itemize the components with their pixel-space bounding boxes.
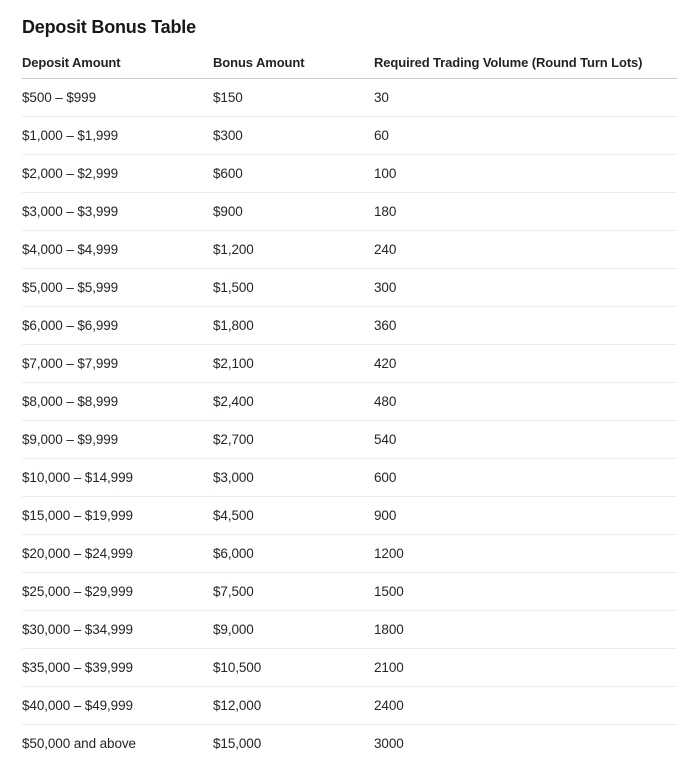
deposit-amount-cell: $9,000 – $9,999 bbox=[22, 421, 213, 459]
trading-volume-cell: 30 bbox=[374, 79, 677, 117]
bonus-amount-cell: $7,500 bbox=[213, 573, 374, 611]
table-row bbox=[22, 573, 677, 611]
table-row bbox=[22, 535, 677, 573]
bonus-amount-cell: $900 bbox=[213, 193, 374, 231]
table-body bbox=[22, 79, 677, 763]
table-row bbox=[22, 231, 677, 269]
page-title: Deposit Bonus Table bbox=[22, 17, 196, 37]
trading-volume-cell: 540 bbox=[374, 421, 677, 459]
trading-volume-cell: 3000 bbox=[374, 736, 404, 751]
bonus-amount-cell: $150 bbox=[213, 79, 374, 117]
deposit-amount-cell: $20,000 – $24,999 bbox=[22, 535, 213, 573]
trading-volume-cell: 420 bbox=[374, 345, 677, 383]
trading-volume-cell: 1800 bbox=[374, 611, 677, 649]
bonus-amount-cell: $10,500 bbox=[213, 649, 374, 687]
trading-volume-cell: 180 bbox=[374, 193, 677, 231]
table-row bbox=[22, 459, 677, 497]
bonus-amount-cell: $600 bbox=[213, 155, 374, 193]
trading-volume-cell: 240 bbox=[374, 231, 677, 269]
bonus-amount-cell: $6,000 bbox=[213, 535, 374, 573]
deposit-amount-cell: $10,000 – $14,999 bbox=[22, 459, 213, 497]
table-row bbox=[22, 725, 677, 763]
bonus-amount-cell: $9,000 bbox=[213, 611, 374, 649]
trading-volume-cell: 100 bbox=[374, 155, 677, 193]
col-header-deposit-amount: Deposit Amount bbox=[22, 40, 213, 79]
deposit-amount-cell: $5,000 – $5,999 bbox=[22, 269, 213, 307]
bonus-amount-cell: $300 bbox=[213, 117, 374, 155]
deposit-amount-cell: $3,000 – $3,999 bbox=[22, 193, 213, 231]
deposit-amount-cell: $50,000 and above bbox=[22, 736, 136, 751]
table-row bbox=[22, 117, 677, 155]
table-row bbox=[22, 155, 677, 193]
deposit-amount-cell: $1,000 – $1,999 bbox=[22, 117, 213, 155]
bonus-amount-cell: $2,400 bbox=[213, 383, 374, 421]
deposit-amount-cell: $4,000 – $4,999 bbox=[22, 231, 213, 269]
deposit-amount-cell: $35,000 – $39,999 bbox=[22, 649, 213, 687]
col-header-bonus-amount: Bonus Amount bbox=[213, 40, 374, 79]
table-row bbox=[22, 497, 677, 535]
trading-volume-cell: 480 bbox=[374, 383, 677, 421]
trading-volume-cell: 300 bbox=[374, 269, 677, 307]
table-row bbox=[22, 687, 677, 725]
deposit-amount-cell: $8,000 – $8,999 bbox=[22, 383, 213, 421]
deposit-amount-cell: $40,000 – $49,999 bbox=[22, 687, 213, 725]
table-header bbox=[22, 40, 677, 79]
deposit-amount-cell: $7,000 – $7,999 bbox=[22, 345, 213, 383]
bonus-amount-cell: $1,800 bbox=[213, 307, 374, 345]
bonus-amount-cell: $2,100 bbox=[213, 345, 374, 383]
trading-volume-cell: 1200 bbox=[374, 535, 677, 573]
bonus-amount-cell: $4,500 bbox=[213, 497, 374, 535]
table-row bbox=[22, 611, 677, 649]
trading-volume-cell: 600 bbox=[374, 459, 677, 497]
bonus-amount-cell: $15,000 bbox=[213, 736, 262, 751]
table-row bbox=[22, 383, 677, 421]
deposit-amount-cell: $6,000 – $6,999 bbox=[22, 307, 213, 345]
bonus-amount-cell: $3,000 bbox=[213, 459, 374, 497]
trading-volume-cell: 360 bbox=[374, 307, 677, 345]
deposit-amount-cell: $500 – $999 bbox=[22, 79, 213, 117]
trading-volume-cell: 900 bbox=[374, 497, 677, 535]
trading-volume-cell: 1500 bbox=[374, 573, 677, 611]
bonus-amount-cell: $1,200 bbox=[213, 231, 374, 269]
trading-volume-cell: 60 bbox=[374, 117, 677, 155]
trading-volume-cell: 2100 bbox=[374, 649, 677, 687]
bonus-amount-cell: $2,700 bbox=[213, 421, 374, 459]
table-header-row bbox=[22, 40, 677, 79]
deposit-amount-cell: $30,000 – $34,999 bbox=[22, 611, 213, 649]
table-row bbox=[22, 421, 677, 459]
table-row bbox=[22, 345, 677, 383]
table-row bbox=[22, 649, 677, 687]
bonus-amount-cell: $12,000 bbox=[213, 687, 374, 725]
deposit-bonus-table bbox=[22, 40, 677, 762]
table-row bbox=[22, 307, 677, 345]
bonus-amount-cell: $1,500 bbox=[213, 269, 374, 307]
deposit-amount-cell: $2,000 – $2,999 bbox=[22, 155, 213, 193]
trading-volume-cell: 2400 bbox=[374, 687, 677, 725]
deposit-amount-cell: $15,000 – $19,999 bbox=[22, 497, 213, 535]
table-row bbox=[22, 79, 677, 117]
col-header-trading-volume: Required Trading Volume (Round Turn Lots) bbox=[374, 40, 677, 79]
deposit-amount-cell: $25,000 – $29,999 bbox=[22, 573, 213, 611]
table-row bbox=[22, 193, 677, 231]
table-row bbox=[22, 269, 677, 307]
